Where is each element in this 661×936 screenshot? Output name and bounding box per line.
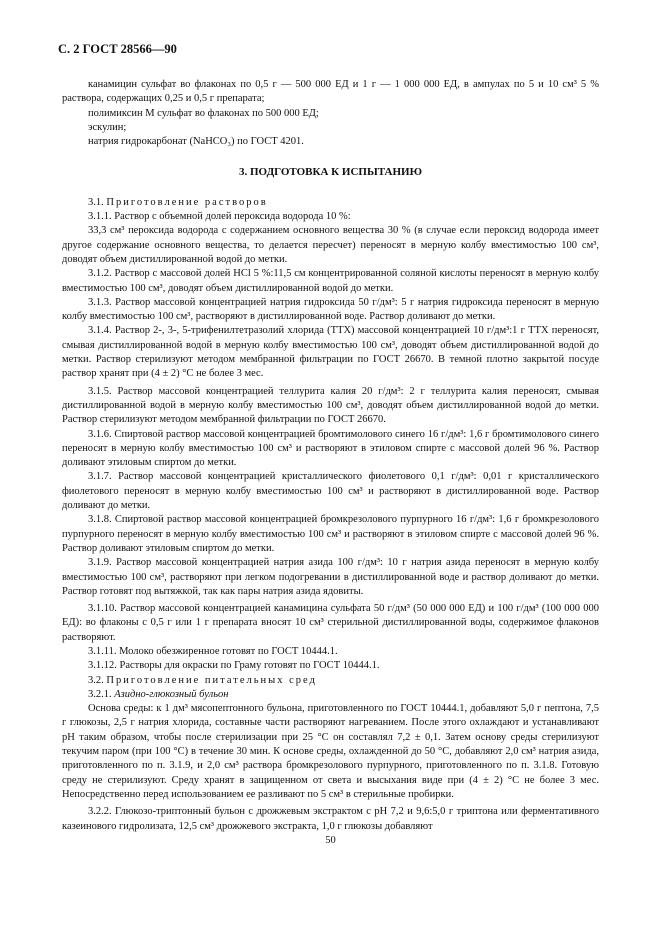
subsection-3-2-1-number: 3.2.1. — [88, 688, 112, 700]
page-number: 50 — [325, 835, 336, 846]
document-body — [62, 78, 599, 834]
para-3-1-2: 3.1.2. Раствор с массовой долей HCl 5 %:11,5 см концентрированной соляной кислоты переносят в мерную колбу вместимостью 100 см³, доводят объем дистиллированной водой до метки. — [62, 268, 599, 294]
para-3-1-4: 3.1.4. Раствор 2-, 3-, 5-трифенилтетразолий хлорида (ТТХ) массовой концентрацией 10 г/дм³:1 г ТТХ переносят, смывая дистиллированной водой в мерную колбу вместимостью 100 см³, доводят объем дистиллированной водой до метки. Раствор стерилизуют методом мембранной фильтрации по ГОСТ 26670. В темной плотно закрытой посуде раствор хранят при (4 ± 2) °С не более 3 мес. — [62, 325, 599, 380]
para-3-1-5: 3.1.5. Раствор массовой концентрацией теллурита калия 20 г/дм³: 2 г теллурита калия переносят, смывая дистиллированной водой в мерную колбу вместимостью 100 см³, доводят объем дистиллированной водой до метки. Раствор стерилизуют методом мембранной фильтрации по ГОСТ 26670. — [62, 385, 599, 426]
subsection-3-1 — [62, 196, 599, 210]
subsection-3-2-1 — [62, 688, 599, 702]
subsection-3-2 — [62, 674, 599, 688]
subsection-3-1-number: 3.1. — [88, 196, 104, 208]
para-3-2-2: 3.2.2. Глюкозо-триптонный бульон с дрожжевым экстрактом с рН 7,2 и 9,6:5,0 г триптона или ферментативного казеинового гидролизата, 12,5 см³ дрожжевого экстракта, 1,0 г глюкозы добавляют — [62, 806, 599, 832]
para-3-1-3: 3.1.3. Раствор массовой концентрацией натрия гидроксида 50 г/дм³: 5 г натрия гидроксида переносят в мерную колбу вместимостью 100 см³, растворяют в дистиллированной воде. Раствор доливают до метки. — [62, 296, 599, 323]
para-3-1-11: 3.1.11. Молоко обезжиренное готовят по ГОСТ 10444.1. — [88, 645, 338, 657]
page-header: С. 2 ГОСТ 28566—90 — [58, 42, 177, 56]
intro-line-2: полимиксин М сульфат во флаконах по 500 000 ЕД; — [88, 107, 319, 119]
intro-line-1: канамицин сульфат во флаконах по 0,5 г — 500 000 ЕД и 1 г — 1 000 000 ЕД, в ампулах по 5 и 10 см³ 5 % раствора, содержащих 0,25 и 0,5 г препарата; — [62, 79, 599, 105]
intro-line-4: натрия гидрокарбонат (NaHCO₃) по ГОСТ 4201. — [88, 136, 304, 148]
subsection-3-2-1-title: Азидно-глюкозный бульон — [114, 688, 229, 700]
para-3-1-1-body: 33,3 см³ пероксида водорода с содержанием основного вещества 30 % (в случае если пероксид водорода имеет другое содержание основного вещества, то делается пересчет) переносят в мерную колбу вместимостью 100 см³, доводят объем дистиллированной водой до метки. — [62, 225, 599, 265]
subsection-3-1-title: Приготовление растворов — [106, 196, 268, 208]
para-3-1-1: 3.1.1. Раствор с объемной долей пероксида водорода 10 %: — [88, 211, 351, 223]
section-title: 3. ПОДГОТОВКА К ИСПЫТАНИЮ — [239, 166, 422, 179]
subsection-3-2-title: Приготовление питательных сред — [106, 674, 317, 686]
para-3-1-8: 3.1.8. Спиртовой раствор массовой концентрацией бромкрезолового пурпурного 16 г/дм³: 1,6 г бромкрезолового пурпурного переносят в мерную колбу вместимостью 100 см³ и растворяют в этиловом спирте с массовой долей 96 %. Раствор доливают этиловым спиртом до метки. — [62, 514, 599, 554]
subsection-3-2-number: 3.2. — [88, 674, 104, 686]
para-3-1-7: 3.1.7. Раствор массовой концентрацией кристаллического фиолетового 0,1 г/дм³: 0,01 г кристаллического фиолетового переносят в мерную колбу вместимостью 100 см³ и растворяют в дистиллированной воде. Раствор доливают до метки. — [62, 471, 599, 512]
para-3-1-12: 3.1.12. Растворы для окраски по Граму готовят по ГОСТ 10444.1. — [88, 660, 380, 672]
para-3-1-10: 3.1.10. Раствор массовой концентрацией канамицина сульфата 50 г/дм³ (50 000 000 ЕД) и 100 г/дм³ (100 000 000 ЕД): во флаконы с 0,5 г или 1 г препарата вносят 10 см³ стерильной дистиллированной воды, содержимое флаконов растворяют. — [62, 603, 599, 643]
para-3-1-6: 3.1.6. Спиртовой раствор массовой концентрацией бромтимолового синего 16 г/дм³: 1,6 г бромтимолового синего переносят в мерную колбу вместимостью 100 см³ и растворяют в этиловом спирте с массовой долей 96 %. Раствор доливают этиловым спиртом до метки. — [62, 428, 599, 469]
para-3-1-9: 3.1.9. Раствор массовой концентрацией натрия азида 100 г/дм³: 10 г натрия азида переносят в мерную колбу вместимостью 100 см³, растворяют при легком подогревании в дистиллированной воде и раствор доливают до метки. Раствор готовят под вытяжкой, так как пары натрия азида ядовиты. — [62, 557, 599, 597]
intro-line-3: эскулин; — [88, 121, 127, 133]
para-3-2-1: Основа среды: к 1 дм³ мясопептонного бульона, приготовленного по ГОСТ 10444.1, добавляют 5,0 г пептона, 7,5 г глюкозы, 2,5 г натрия хлорида, составные части растворяют нагреванием. После этого охлаждают и устанавливают рН таким образом, чтобы после стерилизации при 25 °С он составлял 7,2 ± 0,1. Затем основу среды стерилизуют текучим паром (при 100 °С) в течение 30 мин. К основе среды, охлажденной до 50 °С, добавляют 2,0 см³ натрия азида, приготовленного по п. 3.1.9, и 2,0 см³ раствора бромкрезолового пурпурного, приготовленного по п. 3.1.8. Готовую среду не стерилизуют. Среду хранят в защищенном от света и высыхания виде при (4 ± 2) °С не более 3 мес. Непосредственно перед использованием ее разливают по 5 см³ в стерильные пробирки. — [62, 703, 599, 800]
